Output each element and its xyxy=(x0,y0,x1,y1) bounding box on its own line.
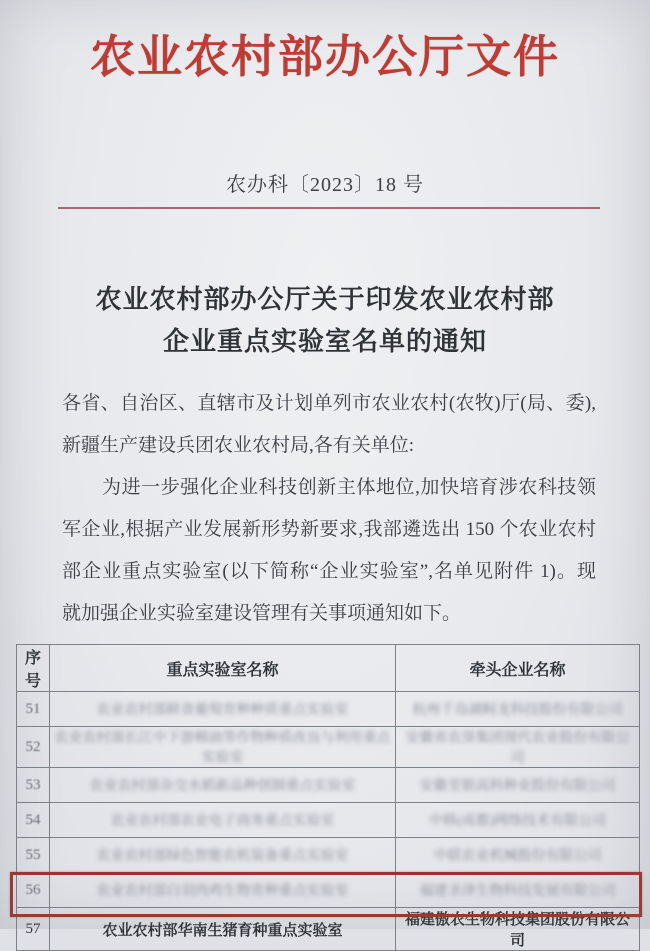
body-paragraph-line4: 就加强企业实验室建设管理有关事项通知如下。 xyxy=(62,603,462,624)
row-lab-name-blurred: 农业农村部鲜食葡萄育种种质重点实验室 xyxy=(50,692,396,727)
row-lab-name-blurred: 农业农村部绿色智能农机装备重点实验室 xyxy=(50,838,396,873)
row-company-name-blurred: 杭州千岛湖鲟龙科技股份有限公司 xyxy=(396,692,640,727)
notice-title-line2: 企业重点实验室名单的通知 xyxy=(162,327,487,356)
row-company-name-blurred: 安徽荃银高科种业股份有限公司 xyxy=(396,768,640,803)
laboratory-list-table xyxy=(16,644,640,951)
row-lab-name-blurred: 农业农村部杂交水稻新品种创制重点实验室 xyxy=(50,768,396,803)
row-no: 52 xyxy=(17,727,50,768)
table-row xyxy=(17,803,640,838)
header-cell-lab-name: 重点实验室名称 xyxy=(50,645,396,692)
row-company-name-blurred: 福建圣泽生物科技发展有限公司 xyxy=(396,873,640,908)
body-paragraph-line1: 为进一步强化企业科技创新主体地位,加快培育涉农科技领 xyxy=(102,477,596,498)
row-no: 53 xyxy=(17,768,50,803)
red-separator-line xyxy=(58,207,600,209)
row-company-name-blurred: 中移(成都)网络技术有限公司 xyxy=(396,803,640,838)
table-row xyxy=(17,838,640,873)
body-salutation-line2: 新疆生产建设兵团农业农村局,各有关单位: xyxy=(62,435,415,456)
table-row xyxy=(17,727,640,768)
row-no: 54 xyxy=(17,803,50,838)
table-header-row xyxy=(17,645,640,692)
document-number: 农办科〔2023〕18 号 xyxy=(226,174,424,196)
body-salutation-line1: 各省、自治区、直辖市及计划单列市农业农村(农牧)厅(局、委), xyxy=(62,393,596,414)
row-no: 55 xyxy=(17,838,50,873)
notice-body xyxy=(62,383,596,635)
row-company-name-blurred: 中联农业机械股份有限公司 xyxy=(396,838,640,873)
row-company-name-blurred: 安徽省农垦集团现代农业股份有限公司 xyxy=(396,727,640,768)
row-lab-name-blurred: 农业农村部白羽肉鸡生物育种重点实验室 xyxy=(50,873,396,908)
table-row xyxy=(17,873,640,908)
document-masthead-title: 农业农村部办公厅文件 xyxy=(89,32,560,82)
table-row-highlighted xyxy=(17,908,640,951)
row-lab-name-blurred: 农业农村部长江中下游棉油等作物种质改良与利用重点实验室 xyxy=(50,727,396,768)
row-no: 51 xyxy=(17,692,50,727)
notice-title-line1: 农业农村部办公厅关于印发农业农村部 xyxy=(95,285,555,314)
header-cell-company-name: 牵头企业名称 xyxy=(396,645,640,692)
body-paragraph-line3: 部企业重点实验室(以下简称“企业实验室”,名单见附件 1)。现 xyxy=(62,561,596,582)
row-company-name: 福建傲农生物科技集团股份有限公司 xyxy=(396,908,640,951)
body-paragraph-line2: 军企业,根据产业发展新形势新要求,我部遴选出 150 个农业农村 xyxy=(62,519,596,540)
row-lab-name: 农业农村部华南生猪育种重点实验室 xyxy=(50,908,396,951)
table-row xyxy=(17,692,640,727)
header-cell-no: 序号 xyxy=(17,645,50,692)
row-no: 56 xyxy=(17,873,50,908)
row-lab-name-blurred: 农业农村部农业电子商务重点实验室 xyxy=(50,803,396,838)
row-no: 57 xyxy=(17,908,50,951)
table-row xyxy=(17,768,640,803)
